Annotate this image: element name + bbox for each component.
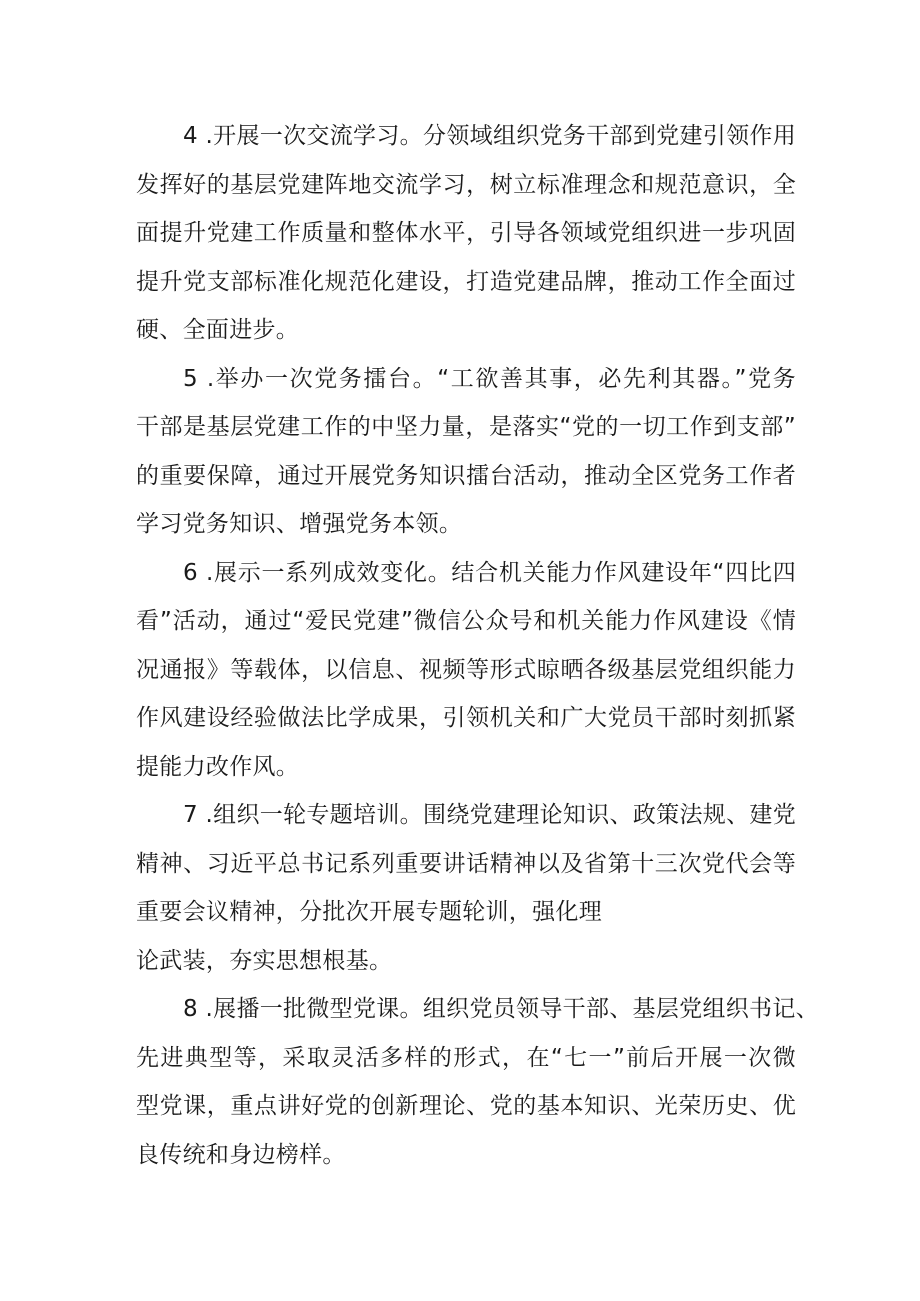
- paragraph-5-line-4: 学习党务知识、增强党务本领。: [136, 511, 463, 537]
- paragraph-6-line-5: 提能力改作风。: [136, 753, 300, 780]
- paragraph-4-line-5: 硬、全面进步。: [136, 317, 300, 343]
- paragraph-4-line-4: 提升党支部标准化规范化建设，打造党建品牌，推动工作全面过: [136, 268, 796, 295]
- paragraph-4-line-3: 面提升党建工作质量和整体水平，引导各领域党组织进一步巩固: [136, 220, 796, 246]
- paragraph-8-line-3: 型党课，重点讲好党的创新理论、党的基本知识、光荣历史、优: [136, 1093, 796, 1119]
- paragraph-6-line-1: 6 .展示一系列成效变化。结合机关能力作风建设年“四比四: [183, 559, 796, 586]
- paragraph-4-line-1: 4 .开展一次交流学习。分领域组织党务干部到党建引领作用: [183, 123, 796, 149]
- paragraph-6-line-3: 况通报》等载体，以信息、视频等形式晾晒各级基层党组织能力: [136, 656, 796, 683]
- paragraph-5-line-1: 5 .举办一次党务擂台。“工欲善其事，必先利其器。”党务: [183, 365, 796, 392]
- paragraph-6-line-2: 看”活动，通过“爱民党建”微信公众号和机关能力作风建设《情: [136, 608, 796, 634]
- paragraph-4-line-2: 发挥好的基层党建阵地交流学习，树立标准理念和规范意识，全: [136, 171, 796, 198]
- paragraph-5-line-3: 的重要保障，通过开展党务知识擂台活动，推动全区党务工作者: [136, 462, 796, 489]
- document-body: [136, 112, 819, 1179]
- paragraph-7-line-3: 重要会议精神，分批次开展专题轮训，强化理: [136, 899, 602, 925]
- paragraph-7-line-2: 精神、习近平总书记系列重要讲话精神以及省第十三次党代会等: [136, 850, 796, 877]
- paragraph-8-line-1: 8 .展播一批微型党课。组织党员领导干部、基层党组织书记、: [183, 996, 819, 1022]
- paragraph-5-line-2: 干部是基层党建工作的中坚力量，是落实“党的一切工作到支部”: [136, 414, 796, 440]
- paragraph-7-line-4: 论武装，夯实思想根基。: [136, 947, 393, 974]
- paragraph-8-line-4: 良传统和身边榜样。: [136, 1141, 346, 1168]
- paragraph-8-line-2: 先进典型等，采取灵活多样的形式，在“七一”前后开展一次微: [136, 1044, 796, 1071]
- paragraph-7-line-1: 7 .组织一轮专题培训。围绕党建理论知识、政策法规、建党: [183, 802, 796, 828]
- paragraph-6-line-4: 作风建设经验做法比学成果，引领机关和广大党员干部时刻抓紧: [136, 705, 796, 731]
